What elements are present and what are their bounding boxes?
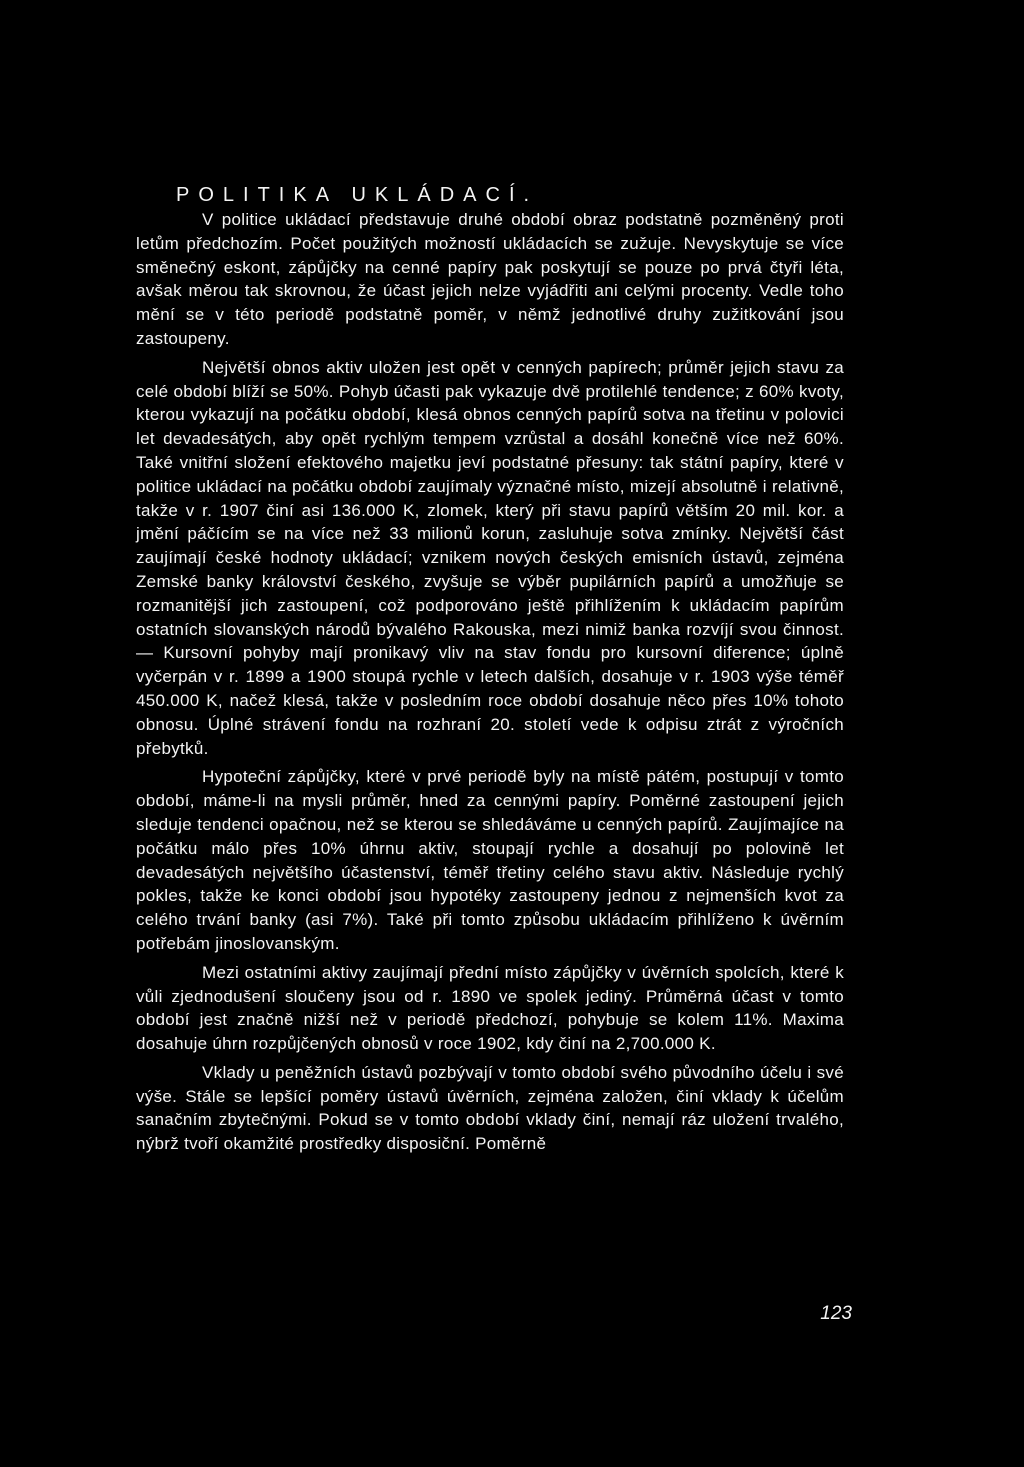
paragraph-4: Mezi ostatními aktivy zaujímají přední místo zápůjčky v úvěrních spolcích, které k vůli zjednodušení sloučeny jsou od r. 1890 ve spolek jediný. Průměrná účast v tomto období jest značně nižší než v periodě předchozí, pohybuje se kolem 11%. Maxima dosahuje úhrn rozpůjčených obnosů v roce 1902, kdy činí na 2,700.000 K. (136, 962, 844, 1054)
paragraph-1: V politice ukládací představuje druhé období obraz podstatně pozměněný proti letům předchozím. Počet použitých možností ukládacích se zužuje. Nevyskytuje se více směnečný eskont, zápůjčky na cenné papíry pak poskytují se pouze po prvá čtyři léta, avšak měrou tak skrovnou, že účast jejich nelze vyjádřiti ani celými procenty. Vedle toho mění se v této periodě podstatně poměr, v němž jednotlivé druhy zužitkování jsou zastoupeny. (136, 210, 844, 348)
paragraph-5: Vklady u peněžních ústavů pozbývají v tomto období svého původního účelu i své výše. Stále se lepšící poměry ústavů úvěrních, zejména založen, činí vklady k účelům sanačním zbytečnými. Pokud se v tomto období vklady činí, nemají ráz uložení trvalého, nýbrž tvoří okamžité prostředky disposiční. Poměrně (136, 1062, 844, 1154)
paragraph-2: Největší obnos aktiv uložen jest opět v cenných papírech; průměr jejich stavu za celé období blíží se 50%. Pohyb účasti pak vykazuje dvě protilehlé tendence; z 60% kvoty, kterou vykazují na počátku období, klesá obnos cenných papírů sotva na třetinu v polovici let devadesátých, aby opět rychlým tempem vzrůstal a dosáhl konečně více než 60%. Také vnitřní složení efektového majetku jeví podstatné přesuny: tak státní papíry, které v politice ukládací na počátku období zaujímaly význačné místo, mizejí absolutně i relativně, takže v r. 1907 činí asi 136.000 K, zlomek, který při stavu papírů větším 20 mil. kor. a jmění páčícím se na více než 33 milionů korun, zasluhuje sotva zmínky. Největší část zaujímají české hodnoty ukládací; vznikem nových českých emisních ústavů, zejména Zemské banky království českého, zvyšuje se výběr pupilárních papírů a umožňuje se rozmanitější jich zastoupení, což podporováno ještě přihlížením k ukládacím papírům ostatních slovanských národů bývalého Rakouska, mezi nimiž banka rozvíjí svou činnost. — Kursovní pohyby mají pronikavý vliv na stav fondu pro kursovní diference; úplně vyčerpán v r. 1899 a 1900 stoupá rychle v letech dalších, dosahuje v r. 1903 výše téměř 450.000 K, načež klesá, takže v posledním roce období dosahuje něco přes 10% tohoto obnosu. Úplné strávení fondu na rozhraní 20. století vede k odpisu ztrát z výročních přebytků. (136, 357, 844, 758)
body-text (136, 208, 844, 1161)
page-number: 123 (820, 1303, 852, 1324)
paragraph-3: Hypoteční zápůjčky, které v prvé periodě byly na místě pátém, postupují v tomto období, máme-li na mysli průměr, hned za cennými papíry. Poměrné zastoupení jejich sleduje tendenci opačnou, než se kterou se shledáváme u cenných papírů. Zaujímajíce na počátku málo přes 10% úhrnu aktiv, stoupají rychle a dosahují po polovině let devadesátých největšího účastenství, téměř třetiny celého stavu aktiv. Následuje rychlý pokles, takže ke konci období jsou hypotéky zastoupeny jednou z nejmenších kvot za celého trvání banky (asi 7%). Také při tomto způsobu ukládacím přihlíženo k úvěrním potřebám jinoslovanským. (136, 767, 844, 953)
section-heading: POLITIKA UKLÁDACÍ. (176, 184, 539, 206)
